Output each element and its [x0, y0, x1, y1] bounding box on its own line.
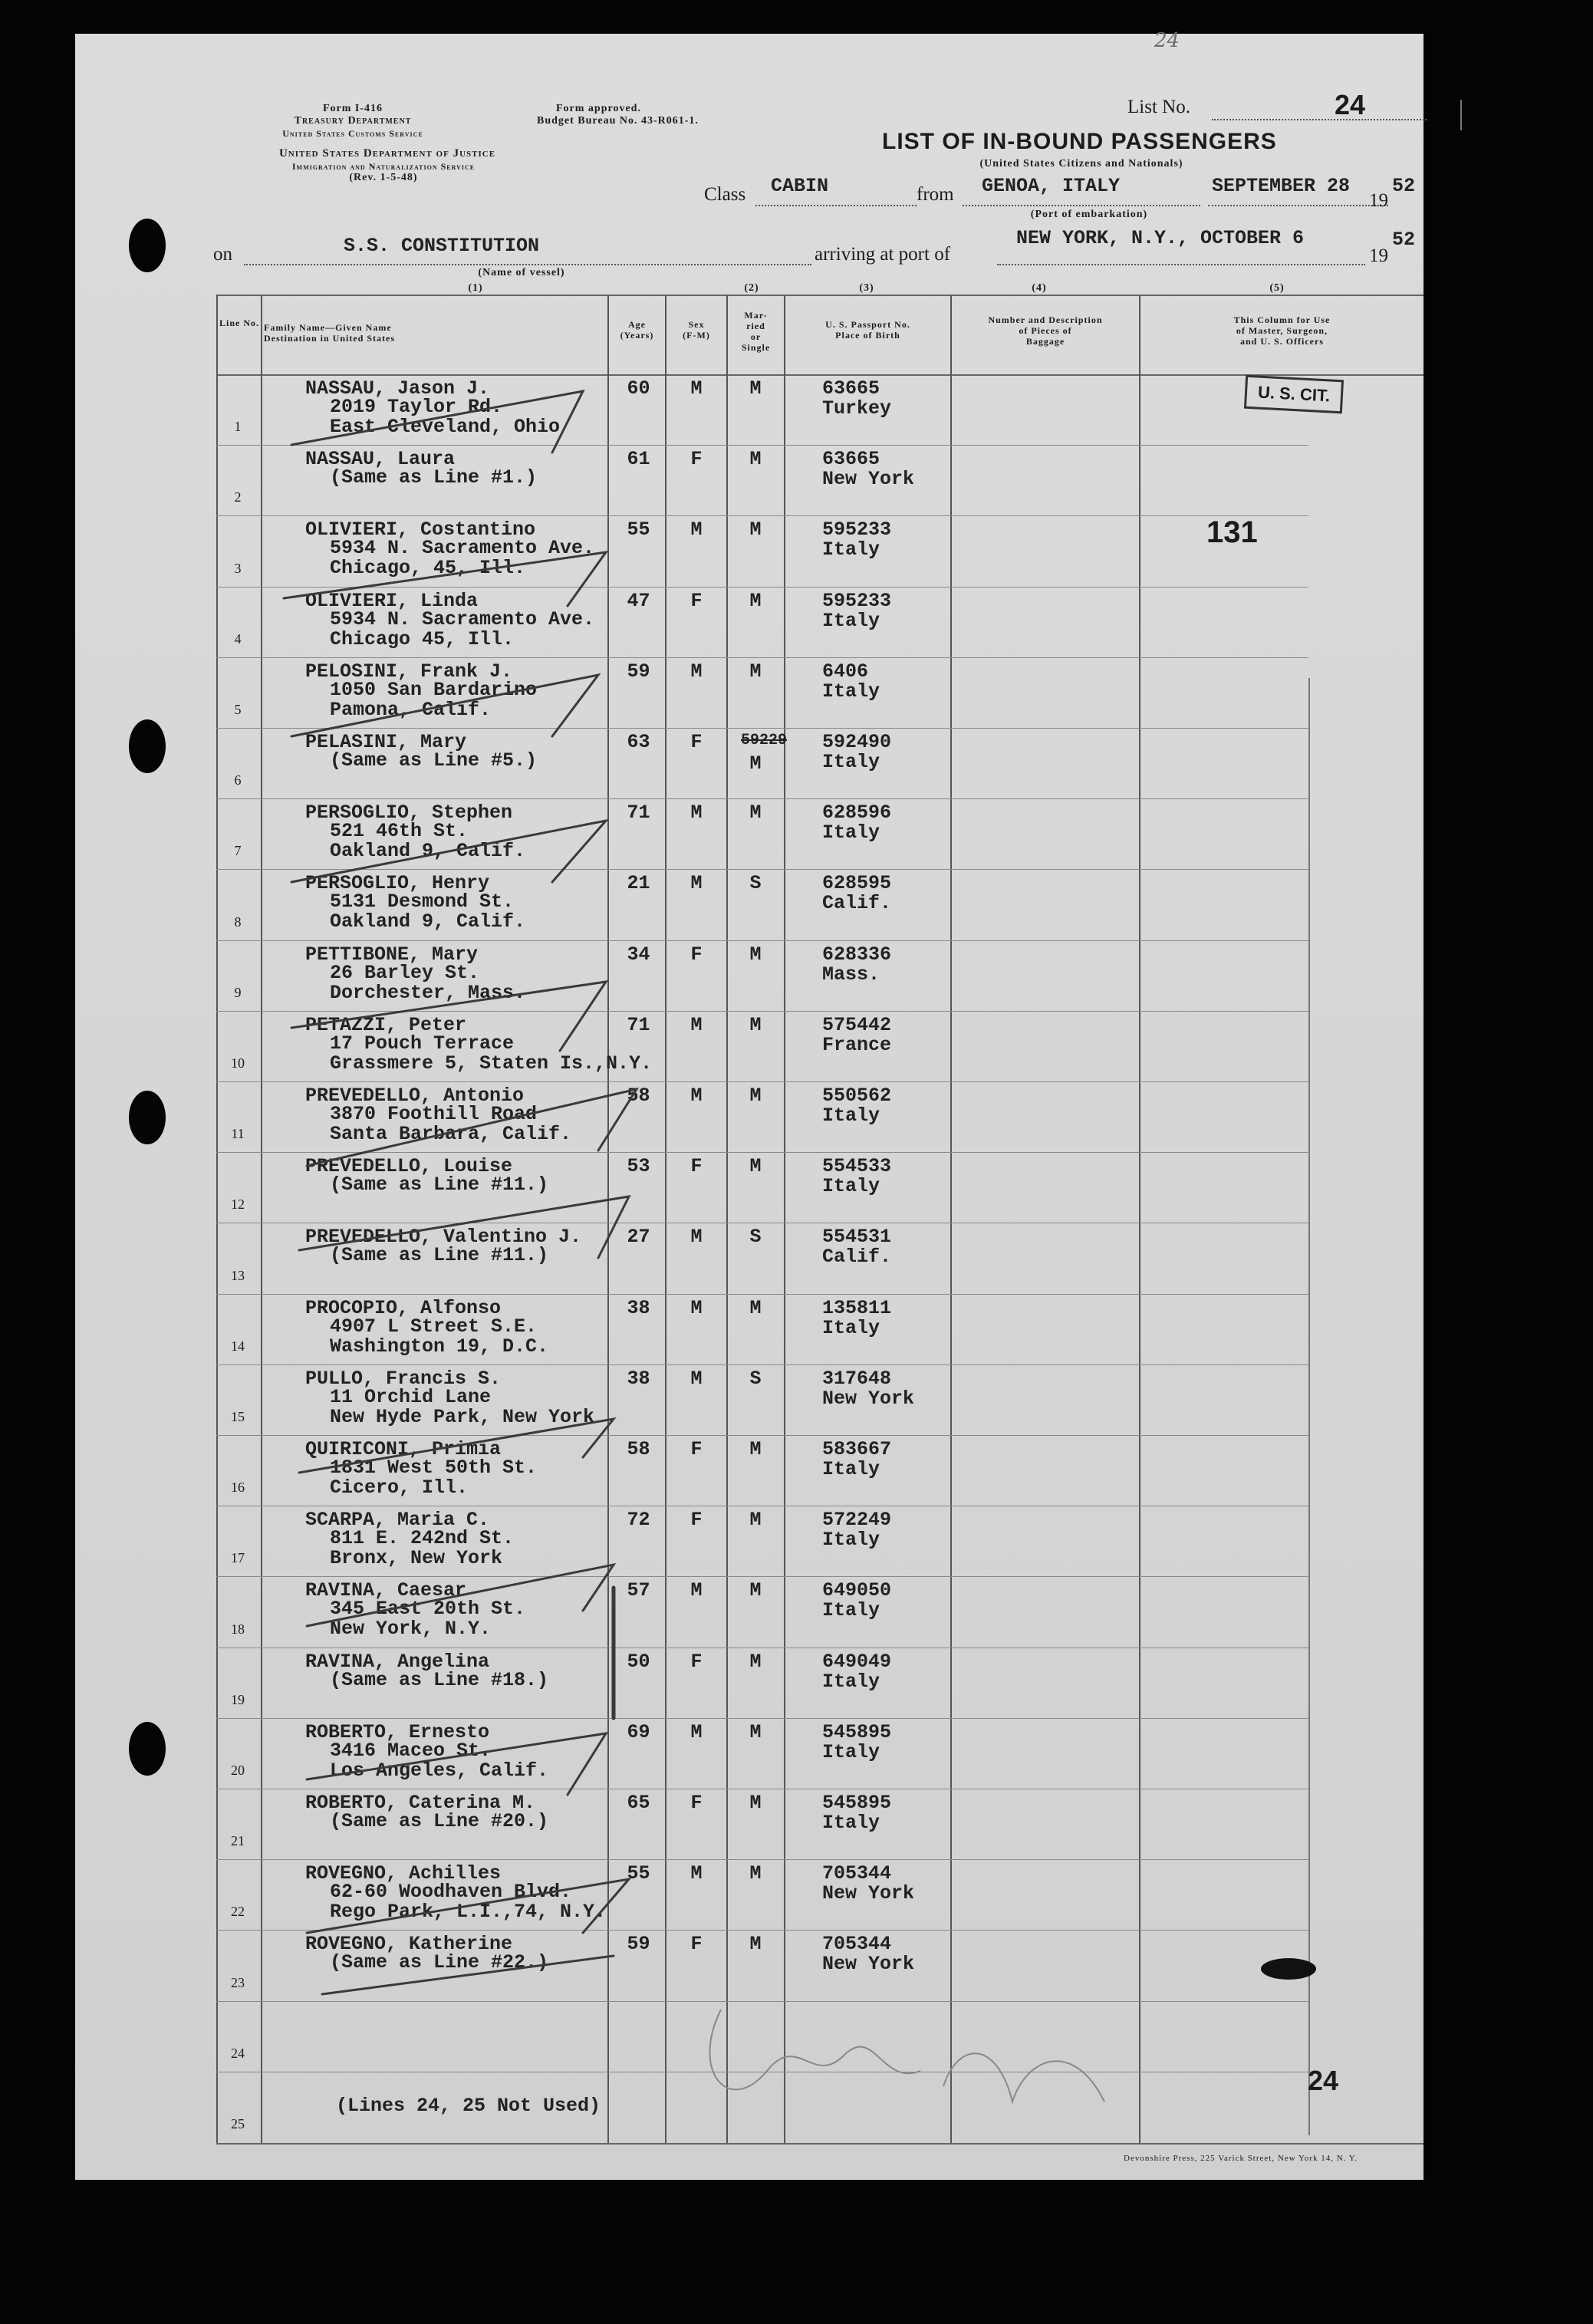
line-number: 13 [231, 1267, 245, 1283]
place-of-birth: Italy [822, 1812, 880, 1834]
vessel-name: S.S. CONSTITUTION [344, 235, 540, 257]
address-line-2: Grassmere 5, Staten Is.,N.Y. [330, 1052, 653, 1075]
marital-status: M [749, 1296, 762, 1319]
justice-dept: United States Department of Justice [278, 147, 496, 160]
sex: F [690, 1933, 703, 1956]
line-number: 20 [231, 1762, 245, 1778]
address-line-2: East Cleveland, Ohio [330, 416, 561, 438]
bottom-list-number: 24 [1308, 2065, 1339, 2096]
place-of-birth: Italy [822, 821, 880, 844]
address-line-2: Los Angeles, Calif. [330, 1759, 549, 1782]
passport-number: 554533 [822, 1155, 892, 1178]
col-num-1: (1) [468, 282, 483, 294]
sex: F [690, 731, 703, 753]
passenger-name: PELASINI, Mary [305, 731, 467, 753]
line-number: 21 [231, 1833, 245, 1849]
address-line-1: 26 Barley St. [330, 961, 480, 984]
col-header-age: Age (Years) [620, 319, 654, 341]
line-number: 16 [231, 1480, 245, 1496]
treasury-dept: Treasury Department [294, 115, 412, 127]
passport-number: 592490 [822, 731, 892, 753]
place-of-birth: Italy [822, 1529, 880, 1552]
place-of-birth: France [822, 1033, 892, 1056]
age: 38 [627, 1296, 650, 1319]
line-number: 17 [231, 1550, 245, 1566]
embarkation-port: GENOA, ITALY [982, 175, 1121, 197]
place-of-birth: Mass. [822, 963, 880, 986]
place-of-birth: Italy [822, 1599, 880, 1622]
passenger-name: OLIVIERI, Costantino [305, 518, 536, 541]
customs-service: United States Customs Service [282, 128, 423, 139]
address-line-2: Cicero, Ill. [330, 1476, 469, 1499]
passenger-name: PELOSINI, Frank J. [305, 660, 513, 683]
address-line-1: 11 Orchid Lane [330, 1385, 492, 1408]
address-line-1: 811 E. 242nd St. [330, 1527, 515, 1550]
col-header-baggage: Number and Description of Pieces of Baggage [988, 314, 1103, 347]
top-scribble: 24 [1154, 29, 1180, 52]
marital-status: M [749, 1155, 762, 1178]
budget-bureau: Budget Bureau No. 43-R061-1. [537, 115, 699, 127]
passenger-name: QUIRICONI, Primia [305, 1438, 502, 1460]
sex: M [690, 660, 703, 683]
sex: M [690, 1296, 703, 1319]
address-line-2: New York, N.Y. [330, 1618, 492, 1641]
marital-status: M [749, 1720, 762, 1743]
passport-number: 545895 [822, 1792, 892, 1814]
line-number: 12 [231, 1197, 245, 1213]
marital-status: M [749, 1509, 762, 1532]
class-value: CABIN [771, 175, 829, 197]
passport-number: 583667 [822, 1438, 892, 1460]
place-of-birth: New York [822, 1882, 915, 1905]
marital-status: M [749, 448, 762, 471]
line-number: 2 [234, 489, 242, 505]
sex: F [690, 1650, 703, 1673]
age: 58 [627, 1085, 650, 1107]
passport-number: 595233 [822, 589, 892, 612]
form-revision: (Rev. 1-5-48) [349, 172, 418, 183]
col-header-passport: U. S. Passport No. Place of Birth [825, 319, 910, 341]
col-header-name: Family Name—Given Name Destination in United States [264, 322, 396, 344]
passport-number: 595233 [822, 518, 892, 541]
passport-number: 649049 [822, 1650, 892, 1673]
address-line-2: New Hyde Park, New York [330, 1405, 595, 1428]
marital-status: M [749, 1792, 762, 1814]
passenger-name: ROBERTO, Caterina M. [305, 1792, 536, 1814]
line-number: 22 [231, 1904, 245, 1920]
passenger-name: PREVEDELLO, Louise [305, 1155, 513, 1178]
passenger-name: RAVINA, Caesar [305, 1579, 467, 1602]
marital-status: M [749, 752, 762, 775]
col-num-3: (3) [859, 282, 874, 294]
departure-date: SEPTEMBER 28 [1212, 175, 1351, 197]
address-line-1: 5934 N. Sacramento Ave. [330, 537, 595, 560]
line-number: 11 [231, 1126, 245, 1142]
address-line-1: (Same as Line #11.) [330, 1244, 549, 1267]
list-no-label: List No. [1127, 97, 1190, 117]
address-line-1: 4907 L Street S.E. [330, 1315, 538, 1338]
line-number: 7 [234, 843, 242, 859]
passenger-name: PERSOGLIO, Stephen [305, 802, 513, 825]
place-of-birth: Italy [822, 680, 880, 703]
age: 55 [627, 518, 650, 541]
passport-number: 649050 [822, 1579, 892, 1602]
address-line-1: (Same as Line #11.) [330, 1174, 549, 1197]
age: 65 [627, 1792, 650, 1814]
line-number: 23 [231, 1974, 245, 1990]
age: 72 [627, 1509, 650, 1532]
marital-status: M [749, 1013, 762, 1036]
address-line-1: 3870 Foothill Road [330, 1103, 538, 1125]
marital-status: M [749, 1085, 762, 1107]
marital-status: M [749, 660, 762, 683]
passport-number: 628595 [822, 872, 892, 895]
marital-status: S [749, 1367, 762, 1390]
line-number: 25 [231, 2115, 245, 2131]
marital-status: M [749, 1438, 762, 1460]
passenger-name: PETTIBONE, Mary [305, 943, 479, 966]
sex: M [690, 1720, 703, 1743]
address-line-2: Washington 19, D.C. [330, 1335, 549, 1358]
address-line-2: Bronx, New York [330, 1547, 503, 1570]
passenger-name: NASSAU, Jason J. [305, 377, 490, 400]
passport-number: 63665 [822, 448, 880, 471]
on-label: on [213, 244, 232, 265]
year-prefix-2: 19 [1369, 245, 1388, 266]
place-of-birth: Italy [822, 1175, 880, 1198]
marital-status: M [749, 518, 762, 541]
passenger-name: ROBERTO, Ernesto [305, 1720, 490, 1743]
passport-number: 575442 [822, 1013, 892, 1036]
address-line-1: 17 Pouch Terrace [330, 1032, 515, 1055]
sex: M [690, 1367, 703, 1390]
col-header-line-no: Line No. [219, 318, 259, 328]
address-line-1: (Same as Line #22.) [330, 1951, 549, 1974]
passenger-name: ROVEGNO, Achilles [305, 1862, 502, 1885]
passport-number: 705344 [822, 1933, 892, 1956]
line-number: 6 [234, 772, 242, 788]
vessel-caption: (Name of vessel) [478, 267, 565, 278]
address-line-2: Oakland 9, Calif. [330, 840, 526, 863]
age: 71 [627, 802, 650, 825]
passport-number: 550562 [822, 1085, 892, 1107]
passport-number: 628596 [822, 802, 892, 825]
class-label: Class [704, 184, 746, 205]
line-number: 19 [231, 1691, 245, 1707]
col-header-married: Mar- ried or Single [741, 310, 771, 353]
sex: M [690, 518, 703, 541]
marital-status: M [749, 1933, 762, 1956]
age: 47 [627, 589, 650, 612]
sex: M [690, 1013, 703, 1036]
line-number: 5 [234, 701, 242, 717]
passport-number: 554531 [822, 1226, 892, 1249]
sex: F [690, 1792, 703, 1814]
marital-status: M [749, 802, 762, 825]
departure-year: 52 [1392, 175, 1416, 197]
place-of-birth: Italy [822, 609, 880, 632]
address-line-2: Dorchester, Mass. [330, 981, 526, 1004]
page-title: LIST OF IN-BOUND PASSENGERS [882, 129, 1277, 154]
address-line-1: 345 East 20th St. [330, 1598, 526, 1621]
line-number: 24 [231, 2045, 245, 2061]
col-header-officers: This Column for Use of Master, Surgeon, and U. S. Officers [1233, 314, 1331, 347]
address-line-1: 5934 N. Sacramento Ave. [330, 607, 595, 630]
officer-note: 131 [1206, 515, 1258, 549]
arriving-label: arriving at port of [815, 244, 951, 265]
col-num-2: (2) [744, 282, 759, 294]
passenger-name: PERSOGLIO, Henry [305, 872, 490, 895]
address-line-1: (Same as Line #18.) [330, 1668, 549, 1691]
line-number: 3 [234, 560, 242, 576]
address-line-1: (Same as Line #1.) [330, 466, 538, 489]
printer-imprint: Devonshire Press, 225 Varick Street, New York 14, N. Y. [1124, 2154, 1358, 2163]
passport-number: 628336 [822, 943, 892, 966]
marital-status: M [749, 1862, 762, 1885]
ink-blot [1261, 1958, 1316, 1980]
age: 53 [627, 1155, 650, 1178]
line-number: 9 [234, 984, 242, 1000]
embarkation-caption: (Port of embarkation) [1030, 209, 1148, 220]
place-of-birth: New York [822, 1387, 915, 1410]
sex: M [690, 1579, 703, 1602]
us-citizen-stamp: U. S. CIT. [1244, 375, 1344, 414]
passport-number: 545895 [822, 1720, 892, 1743]
age: 34 [627, 943, 650, 966]
line-number: 1 [234, 419, 242, 435]
sex: M [690, 1862, 703, 1885]
address-line-2: Santa Barbara, Calif. [330, 1123, 572, 1145]
marital-status: M [749, 377, 762, 400]
passenger-name: OLIVIERI, Linda [305, 589, 479, 612]
passenger-name: PULLO, Francis S. [305, 1367, 502, 1390]
ins-service: Immigration and Naturalization Service [291, 161, 476, 172]
age: 58 [627, 1438, 650, 1460]
passport-number: 135811 [822, 1296, 892, 1319]
line-number: 15 [231, 1408, 245, 1424]
page-subtitle: (United States Citizens and Nationals) [979, 158, 1183, 170]
marital-status: S [749, 1226, 762, 1249]
sex: M [690, 1085, 703, 1107]
address-line-1: (Same as Line #20.) [330, 1810, 549, 1832]
sex: F [690, 1509, 703, 1532]
passport-number: 572249 [822, 1509, 892, 1532]
line-number: 8 [234, 913, 242, 930]
age: 55 [627, 1862, 650, 1885]
address-line-1: 521 46th St. [330, 820, 469, 843]
age: 38 [627, 1367, 650, 1390]
address-line-1: 1050 San Bardarino [330, 678, 538, 701]
arrival-port-date: NEW YORK, N.Y., OCTOBER 6 [1016, 227, 1305, 249]
line-number: 4 [234, 630, 242, 647]
sex: M [690, 872, 703, 895]
age: 69 [627, 1720, 650, 1743]
passenger-name: ROVEGNO, Katherine [305, 1933, 513, 1956]
sex: F [690, 589, 703, 612]
age: 27 [627, 1226, 650, 1249]
address-line-2: Pamona, Calif. [330, 698, 492, 721]
marital-status: M [749, 1650, 762, 1673]
marital-status: M [749, 589, 762, 612]
lines-not-used-note: (Lines 24, 25 Not Used) [336, 2095, 601, 2117]
list-number: 24 [1335, 89, 1366, 120]
passport-number: 6406 [822, 660, 869, 683]
struck-marital-entry: 59229 [741, 732, 788, 749]
place-of-birth: Italy [822, 1670, 880, 1693]
passenger-name: NASSAU, Laura [305, 448, 456, 471]
place-of-birth: Italy [822, 1316, 880, 1339]
passenger-name: SCARPA, Maria C. [305, 1509, 490, 1532]
place-of-birth: Calif. [822, 1246, 892, 1269]
address-line-2: Oakland 9, Calif. [330, 910, 526, 933]
place-of-birth: Italy [822, 1740, 880, 1763]
passenger-name: PREVEDELLO, Valentino J. [305, 1226, 582, 1249]
age: 71 [627, 1013, 650, 1036]
address-line-1: 1831 West 50th St. [330, 1457, 538, 1479]
form-approved: Form approved. [556, 103, 641, 114]
sex: F [690, 1438, 703, 1460]
place-of-birth: Italy [822, 751, 880, 773]
sex: F [690, 448, 703, 471]
address-line-2: Rego Park, L.I.,74, N.Y. [330, 1901, 607, 1924]
arrival-year: 52 [1392, 229, 1416, 251]
year-prefix: 19 [1369, 190, 1388, 211]
marital-status: M [749, 1579, 762, 1602]
age: 59 [627, 660, 650, 683]
passenger-name: RAVINA, Angelina [305, 1650, 490, 1673]
place-of-birth: Calif. [822, 892, 892, 915]
address-line-1: 62-60 Woodhaven Blvd. [330, 1881, 572, 1904]
place-of-birth: Italy [822, 538, 880, 561]
address-line-1: 3416 Maceo St. [330, 1739, 492, 1762]
col-num-5: (5) [1269, 282, 1285, 294]
age: 21 [627, 872, 650, 895]
place-of-birth: Italy [822, 1104, 880, 1127]
address-line-1: 5131 Desmond St. [330, 890, 515, 913]
marital-status: M [749, 943, 762, 966]
sex: F [690, 1155, 703, 1178]
line-number: 14 [231, 1338, 245, 1354]
age: 63 [627, 731, 650, 753]
address-line-1: (Same as Line #5.) [330, 749, 538, 772]
age: 57 [627, 1579, 650, 1602]
age: 59 [627, 1933, 650, 1956]
passenger-name: PROCOPIO, Alfonso [305, 1296, 502, 1319]
place-of-birth: New York [822, 1953, 915, 1976]
sex: M [690, 802, 703, 825]
col-header-sex: Sex (F-M) [683, 319, 710, 341]
address-line-2: Chicago 45, Ill. [330, 627, 515, 650]
passport-number: 705344 [822, 1862, 892, 1885]
passport-number: 317648 [822, 1367, 892, 1390]
sex: M [690, 1226, 703, 1249]
passport-number: 63665 [822, 377, 880, 400]
age: 61 [627, 448, 650, 471]
line-number: 18 [231, 1621, 245, 1637]
age: 60 [627, 377, 650, 400]
line-number: 10 [231, 1055, 245, 1071]
sex: F [690, 943, 703, 966]
passenger-name: PREVEDELLO, Antonio [305, 1085, 525, 1107]
address-line-2: Chicago, 45, Ill. [330, 557, 526, 580]
address-line-1: 2019 Taylor Rd. [330, 396, 503, 418]
place-of-birth: Turkey [822, 397, 892, 420]
marital-status: S [749, 872, 762, 895]
from-label: from [917, 184, 954, 205]
passenger-name: PETAZZI, Peter [305, 1013, 467, 1036]
age: 50 [627, 1650, 650, 1673]
sex: M [690, 377, 703, 400]
col-num-4: (4) [1032, 282, 1047, 294]
place-of-birth: Italy [822, 1458, 880, 1480]
form-number: Form I-416 [322, 103, 383, 114]
place-of-birth: New York [822, 468, 915, 491]
